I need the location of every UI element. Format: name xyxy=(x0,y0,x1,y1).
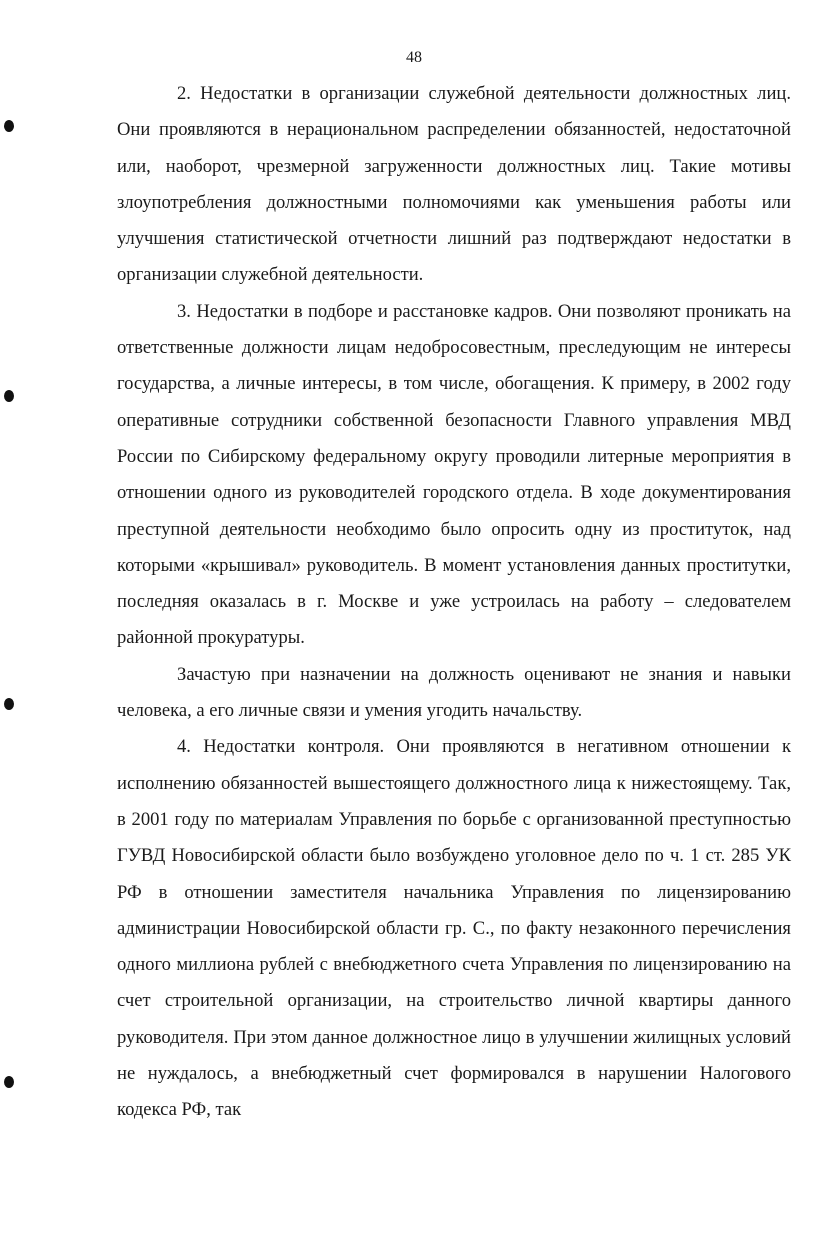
paragraph: Зачастую при назначении на должность оценивают не знания и навыки человека, а его личные связи и умения угодить начальству. xyxy=(117,663,791,722)
paragraph: 4. Недостатки контроля. Они проявляются в негативном отношении к исполнению обязанностей вышестоящего должностного лица к нижестоящему. Так, в 2001 году по материалам Управления по борьбе с организованной преступностью ГУВД Новосибирской области было возбуждено уголовное дело по ч. 1 ст. 285 УК РФ в отношении заместителя начальника Управления по лицензированию администрации Новосибирской области гр. С., по факту незаконного перечисления одного миллиона рублей с внебюджетного счета Управления по лицензированию на счет строительной организации, на строительство личной квартиры данного руководителя. При этом данное должностное лицо в улучшении жилищных условий не нуждалось, а внебюджетный счет формировался в нарушении Налогового кодекса РФ, так xyxy=(117,736,791,1121)
paragraph: 3. Недостатки в подборе и расстановке кадров. Они позволяют проникать на ответственные должности лицам недобросовестным, преследующим не интересы государства, а личные интересы, в том числе, обогащения. К примеру, в 2002 году оперативные сотрудники собственной безопасности Главного управления МВД России по Сибирскому федеральному округу проводили литерные мероприятия в отношении одного из руководителей городского отдела. В ходе документирования преступной деятельности необходимо было опросить одну из проституток, над которыми «крышивал» руководитель. В момент установления данных проститутки, последняя оказалась в г. Москве и уже устроилась на работу – следователем районной прокуратуры. xyxy=(117,300,791,649)
paragraph: 2. Недостатки в организации служебной деятельности должностных лиц. Они проявляются в нерациональном распределении обязанностей, недостаточной или, наоборот, чрезмерной загруженности должностных лиц. Такие мотивы злоупотребления должностными полномочиями как уменьшения работы или улучшения статистической отчетности лишний раз подтверждают недостатки в организации служебной деятельности. xyxy=(117,83,791,286)
body-text xyxy=(117,76,791,1129)
binding-hole-mark xyxy=(4,698,14,710)
binding-hole-mark xyxy=(4,1076,14,1088)
binding-hole-mark xyxy=(4,390,14,402)
page-number: 48 xyxy=(406,49,422,66)
binding-hole-mark xyxy=(4,120,14,132)
